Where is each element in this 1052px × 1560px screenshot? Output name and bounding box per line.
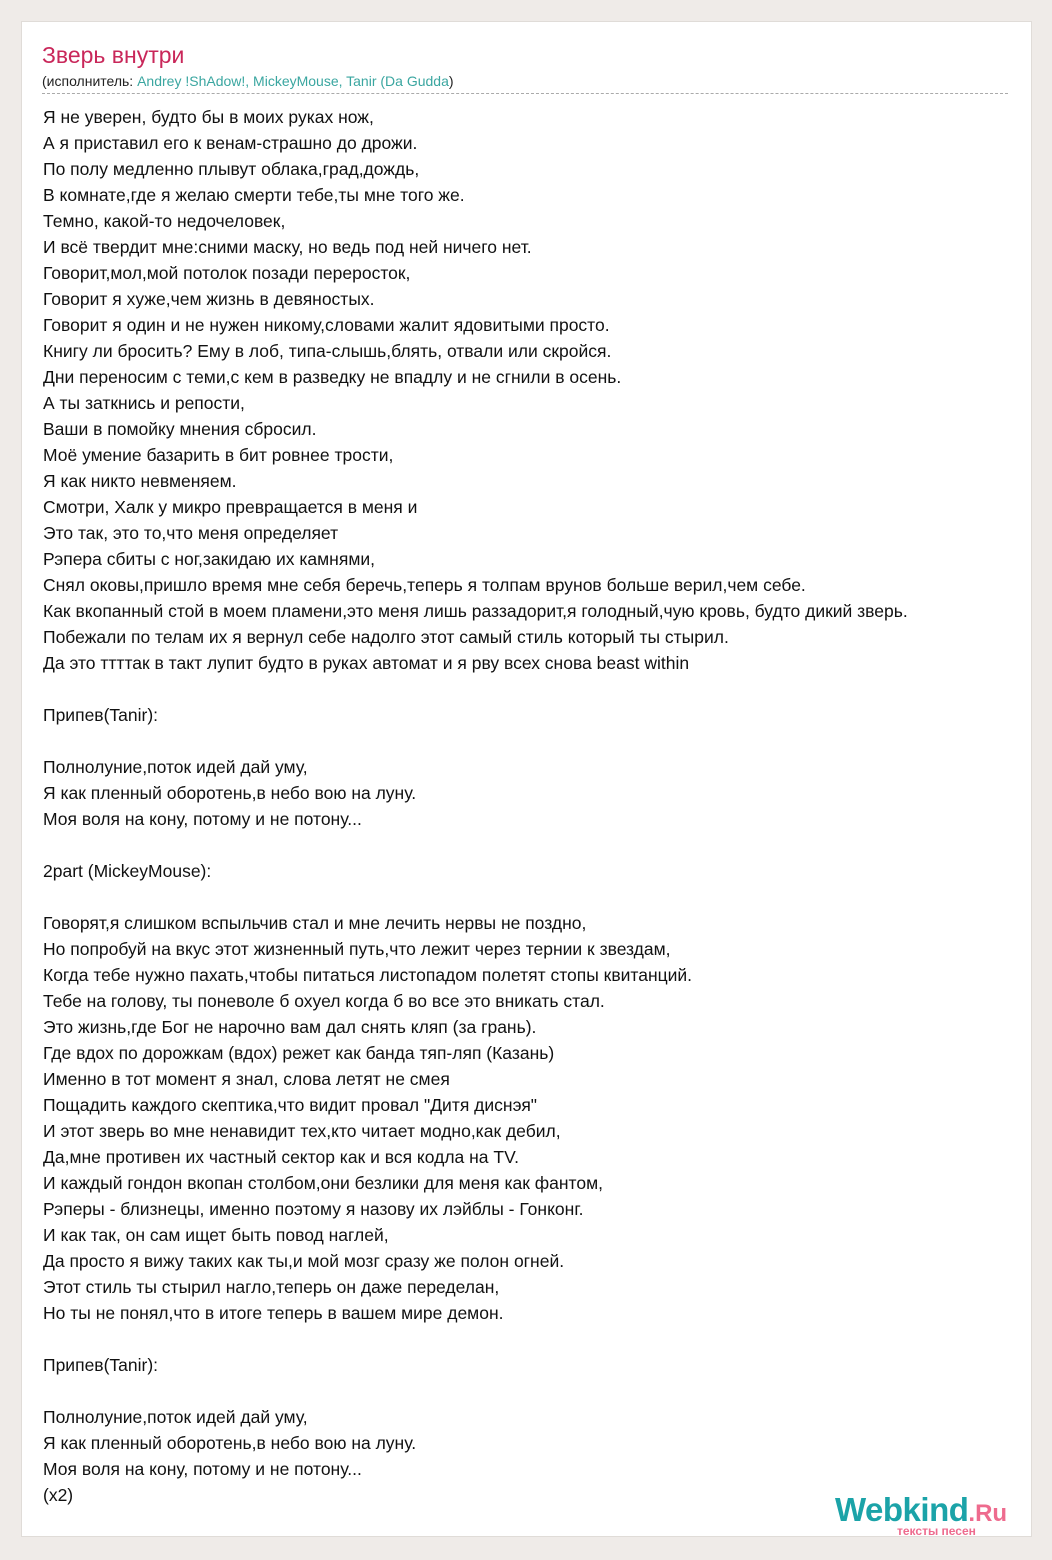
lyric-line: Пощадить каждого скептика,что видит провал "Дитя диснэя" [43, 1095, 538, 1115]
lyric-line [43, 1326, 908, 1352]
lyric-line: И этот зверь во мне ненавидит тех,кто читает модно,как дебил, [43, 1121, 561, 1141]
logo-wordmark [835, 1491, 1008, 1528]
artist-line [42, 73, 454, 90]
lyric-line: Да просто я вижу таких как ты,и мой мозг сразу же полон огней. [43, 1251, 565, 1271]
lyric-line: Моё умение базарить в бит ровнее трости, [43, 445, 394, 465]
lyric-line: Но ты не понял,что в итоге теперь в вашем мире демон. [43, 1303, 504, 1323]
lyric-line: Моя воля на кону, потому и не потону... [43, 809, 362, 829]
lyric-line: Дни переносим с теми,с кем в разведку не впадлу и не сгнили в осень. [43, 367, 622, 387]
lyric-line: Побежали по телам их я вернул себе надолго этот самый стиль который ты стырил. [43, 627, 729, 647]
lyric-line: Говорят,я слишком вспыльчив стал и мне лечить нервы не поздно, [43, 913, 587, 933]
logo-name: Webkind [835, 1491, 969, 1528]
lyric-line: Рэпера сбиты с ног,закидаю их камнями, [43, 549, 375, 569]
lyric-line: Ваши в помойку мнения сбросил. [43, 419, 317, 439]
lyric-line: Моя воля на кону, потому и не потону... [43, 1459, 362, 1479]
lyric-line: А я приставил его к венам-страшно до дрожи. [43, 133, 418, 153]
lyric-line: Говорит,мол,мой потолок позади переросток, [43, 263, 411, 283]
lyric-line: Рэперы - близнецы, именно поэтому я назову их лэйблы - Гонконг. [43, 1199, 584, 1219]
song-title: Зверь внутри [42, 42, 185, 68]
lyric-line: Смотри, Халк у микро превращается в меня и [43, 497, 418, 517]
lyric-line [43, 884, 908, 910]
lyric-line: И как так, он сам ищет быть повод наглей, [43, 1225, 389, 1245]
lyric-line: Именно в тот момент я знал, слова летят не смея [43, 1069, 450, 1089]
lyric-line: Темно, какой-то недочеловек, [43, 211, 286, 231]
lyric-line: Полнолуние,поток идей дай уму, [43, 1407, 308, 1427]
lyric-line [43, 1378, 908, 1404]
lyric-line: (x2) [43, 1485, 74, 1505]
lyric-line: И каждый гондон вкопан столбом,они безлики для меня как фантом, [43, 1173, 603, 1193]
lyric-line: И всё твердит мне:сними маску, но ведь под ней ничего нет. [43, 237, 532, 257]
lyric-line: Тебе на голову, ты поневоле б охуел когда б во все это вникать стал. [43, 991, 605, 1011]
artist-links[interactable]: Andrey !ShAdow!, MickeyMouse, Tanir (Da Gudda [137, 73, 449, 89]
lyric-line: По полу медленно плывут облака,град,дождь, [43, 159, 420, 179]
lyric-line [43, 728, 908, 754]
lyric-line: Припев(Tanir): [43, 705, 159, 725]
lyric-line: 2part (MickeyMouse): [43, 861, 212, 881]
logo-tld: .Ru [968, 1500, 1008, 1527]
lyric-line: Как вкопанный стой в моем пламени,это меня лишь раззадорит,я голодный,чую кровь, будто дикий зверь. [43, 601, 908, 621]
lyric-line: Я не уверен, будто бы в моих руках нож, [43, 107, 374, 127]
webkind-logo[interactable] [835, 1491, 1035, 1540]
lyric-line: Я как никто невменяем. [43, 471, 237, 491]
lyric-line: Говорит я хуже,чем жизнь в девяностых. [43, 289, 375, 309]
lyric-line: Это жизнь,где Бог не нарочно вам дал снять кляп (за грань). [43, 1017, 537, 1037]
lyric-line [43, 676, 908, 702]
lyric-line: В комнате,где я желаю смерти тебе,ты мне того же. [43, 185, 465, 205]
lyric-line: А ты заткнись и репости, [43, 393, 245, 413]
lyric-line: Говорит я один и не нужен никому,словами жалит ядовитыми просто. [43, 315, 610, 335]
divider [42, 93, 1008, 94]
lyric-line: Полнолуние,поток идей дай уму, [43, 757, 308, 777]
lyric-line: Да это ттттак в такт лупит будто в руках автомат и я рву всех снова beast within [43, 653, 690, 673]
lyric-line: Когда тебе нужно пахать,чтобы питаться листопадом полетят стопы квитанций. [43, 965, 693, 985]
lyric-line: Это так, это то,что меня определяет [43, 523, 339, 543]
lyrics-text [43, 104, 908, 1508]
artist-suffix: ) [448, 73, 454, 89]
lyric-line: Снял оковы,пришло время мне себя беречь,теперь я толпам врунов больше верил,чем себе. [43, 575, 806, 595]
lyric-line: Припев(Tanir): [43, 1355, 159, 1375]
lyric-line: Да,мне противен их частный сектор как и вся кодла на TV. [43, 1147, 520, 1167]
lyric-line [43, 832, 908, 858]
lyric-line: Но попробуй на вкус этот жизненный путь,что лежит через тернии к звездам, [43, 939, 671, 959]
artist-prefix: (исполнитель: [42, 73, 138, 89]
lyric-line: Где вдох по дорожкам (вдох) режет как банда тяп-ляп (Казань) [43, 1043, 555, 1063]
lyric-line: Я как пленный оборотень,в небо вою на луну. [43, 783, 417, 803]
logo-tagline: тексты песен [897, 1524, 976, 1538]
lyric-line: Я как пленный оборотень,в небо вою на луну. [43, 1433, 417, 1453]
lyric-line: Этот стиль ты стырил нагло,теперь он даже переделан, [43, 1277, 500, 1297]
lyric-line: Книгу ли бросить? Ему в лоб, типа-слышь,блять, отвали или скройся. [43, 341, 612, 361]
